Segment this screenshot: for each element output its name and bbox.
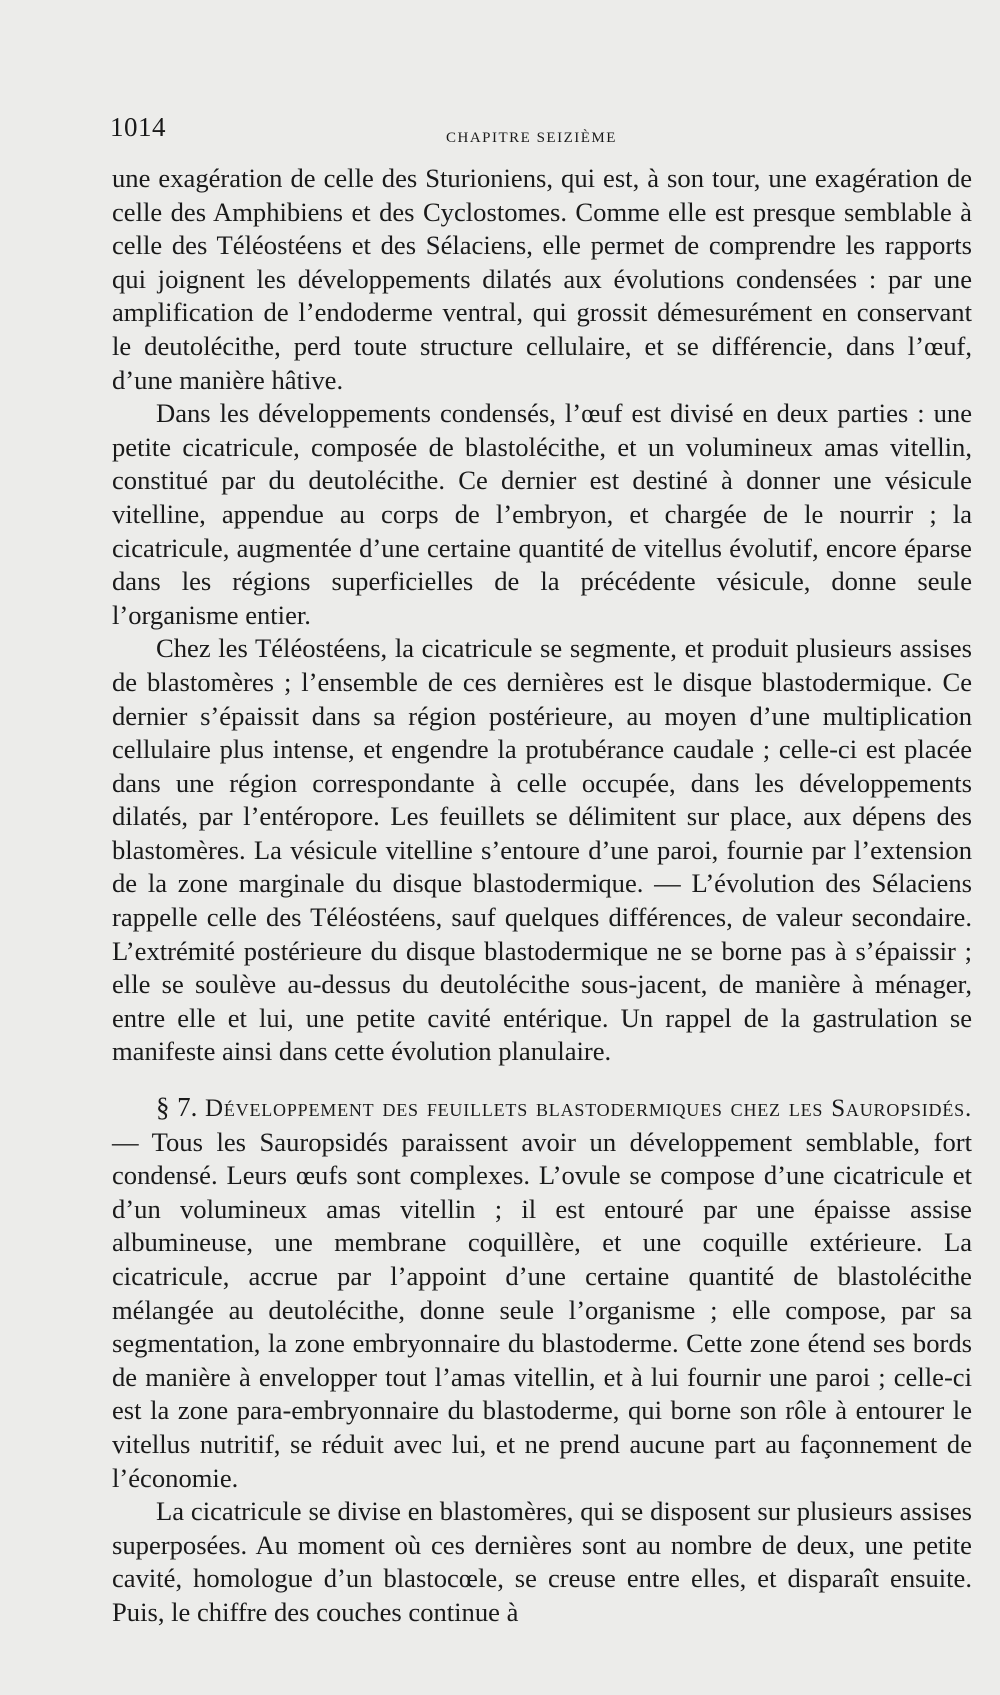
- section-title: Développement des feuillets blastodermiques chez les Sauropsidés.: [205, 1095, 972, 1123]
- page-number: 1014: [110, 112, 166, 142]
- section-number: § 7.: [156, 1092, 198, 1123]
- section-7-paragraph: [112, 1091, 972, 1495]
- paragraph-last: La cicatricule se divise en blastomères, qui se disposent sur plusieurs assises superposées. Au moment où ces dernières sont au nombre de deux, une petite cavité, homologue d’un blastocœle, se creuse entre elles, et disparaît ensuite. Puis, le chiffre des couches continue à: [112, 1496, 972, 1627]
- section-text: — Tous les Sauropsidés paraissent avoir un développement semblable, fort condensé. Leurs œufs sont complexes. L’ovule se compose d’une cicatricule et d’un volumineux amas vitellin ; il est entouré par une épaisse assise albumineuse, une membrane coquillère, et une coquille extérieure. La cicatricule, accrue par l’appoint d’une certaine quantité de blastolécithe mélangée au deutolécithe, donne seule l’organisme ; elle compose, par sa segmentation, la zone embryonnaire du blastoderme. Cette zone étend ses bords de manière à envelopper tout l’amas vitellin, et à lui fournir une paroi ; celle-ci est la zone para-embryonnaire du blastoderme, qui borne son rôle à entourer le vitellus nutritif, se réduit avec lui, et ne prend aucune part au façonnement de l’économie.: [112, 1126, 972, 1493]
- page-header: [110, 112, 930, 152]
- body-text: [112, 162, 972, 1630]
- running-head: CHAPITRE SEIZIÈME: [446, 130, 617, 146]
- paragraph-3: Chez les Téléostéens, la cicatricule se segmente, et produit plusieurs assises de blastomères ; l’ensemble de ces dernières est le disque blastodermique. Ce dernier s’épaissit dans sa région postérieure, au moyen d’une multiplication cellulaire plus intense, et engendre la protubérance caudale ; celle-ci est placée dans une région correspondante à celle occupée, dans les développements dilatés, par l’entéropore. Les feuillets se délimitent sur place, aux dépens des blastomères. La vésicule vitelline s’entoure d’une paroi, fournie par l’extension de la zone marginale du disque blastodermique. — L’évolution des Sélaciens rappelle celle des Téléostéens, sauf quelques différences, de valeur secondaire. L’extrémité postérieure du disque blastodermique ne se borne pas à s’épaissir ; elle se soulève au-dessus du deutolécithe sous-jacent, de manière à ménager, entre elle et lui, une petite cavité entérique. Un rappel de la gastrulation se manifeste ainsi dans cette évolution planulaire.: [112, 633, 972, 1067]
- paragraph-1: une exagération de celle des Sturioniens, qui est, à son tour, une exagération de celle des Amphibiens et des Cyclostomes. Comme elle est presque semblable à celle des Téléostéens et des Sélaciens, elle permet de comprendre les rapports qui joignent les développements dilatés aux évolutions condensées : par une amplification de l’endoderme ventral, qui grossit démesurément en conservant le deutolécithe, perd toute structure cellulaire, et se différencie, dans l’œuf, d’une manière hâtive.: [112, 163, 972, 395]
- paragraph-2: Dans les développements condensés, l’œuf est divisé en deux parties : une petite cicatricule, composée de blastolécithe, et un volumineux amas vitellin, constitué par du deutolécithe. Ce dernier est destiné à donner une vésicule vitelline, appendue au corps de l’embryon, et chargée de le nourrir ; la cicatricule, augmentée d’une certaine quantité de vitellus évolutif, encore éparse dans les régions superficielles de la précédente vésicule, donne seule l’organisme entier.: [112, 398, 972, 630]
